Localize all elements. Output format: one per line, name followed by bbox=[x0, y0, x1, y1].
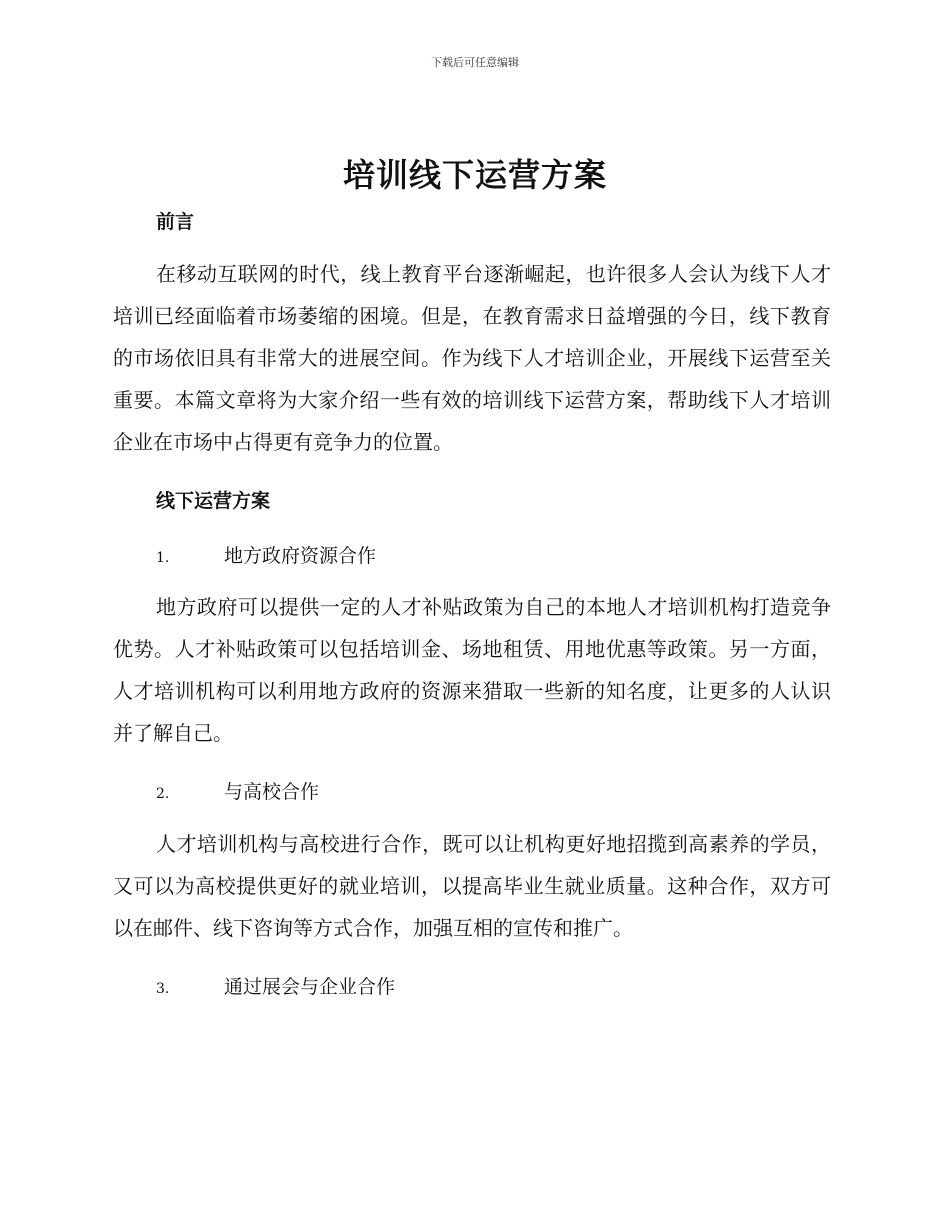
list-item-number: 3. bbox=[156, 981, 170, 997]
preface-heading: 前言 bbox=[156, 211, 195, 233]
item-2-paragraph: 人才培训机构与高校进行合作，既可以让机构更好地招揽到高素养的学员，又可以为高校提供更好的就业培训，以提高毕业生就业质量。这种合作，双方可以在邮件、线下咨询等方式合作，加强互相的宣传和推广。 bbox=[113, 832, 831, 940]
item-1-paragraph: 地方政府可以提供一定的人才补贴政策为自己的本地人才培训机构打造竞争优势。人才补贴政策可以包括培训金、场地租赁、用地优惠等政策。另一方面，人才培训机构可以利用地方政府的资源来猎取一些新的知名度，让更多的人认识并了解自己。 bbox=[113, 595, 831, 745]
document-title: 培训线下运营方案 bbox=[342, 156, 607, 194]
list-item-number: 1. bbox=[156, 550, 170, 566]
list-item-number: 2. bbox=[156, 786, 170, 802]
list-item-title: 地方政府资源合作 bbox=[224, 545, 377, 567]
list-item-3 bbox=[156, 972, 395, 999]
list-item-2 bbox=[156, 777, 319, 804]
preface-paragraph: 在移动互联网的时代，线上教育平台逐渐崛起，也许很多人会认为线下人才培训已经面临着市场萎缩的困境。但是，在教育需求日益增强的今日，线下教育的市场依旧具有非常大的进展空间。作为线下人才培训企业，开展线下运营至关重要。本篇文章将为大家介绍一些有效的培训线下运营方案，帮助线下人才培训企业在市场中占得更有竞争力的位置。 bbox=[113, 262, 831, 454]
list-item-title: 通过展会与企业合作 bbox=[224, 976, 396, 998]
header-note: 下载后可任意编辑 bbox=[431, 56, 519, 69]
plan-heading: 线下运营方案 bbox=[156, 490, 271, 512]
list-item-1 bbox=[156, 541, 376, 568]
list-item-title: 与高校合作 bbox=[224, 781, 320, 803]
